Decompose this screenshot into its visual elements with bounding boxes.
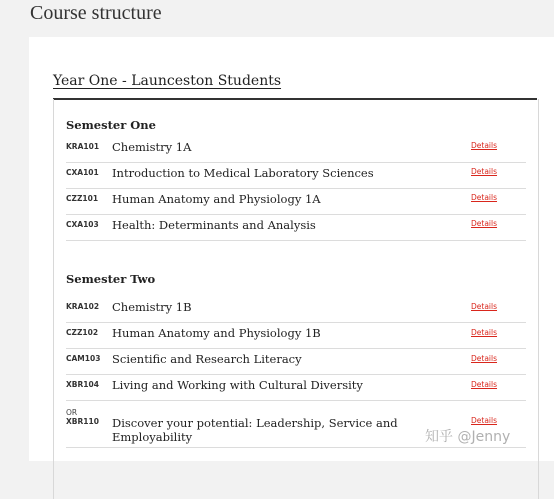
semester-two-title: Semester Two bbox=[66, 272, 156, 286]
unit-row bbox=[66, 137, 526, 163]
details-link[interactable]: Details bbox=[471, 302, 498, 311]
unit-name: Discover your potential: Leadership, Service and Employability bbox=[112, 416, 398, 444]
unit-name: Scientific and Research Literacy bbox=[112, 352, 302, 366]
unit-name: Living and Working with Cultural Diversity bbox=[112, 378, 363, 392]
unit-row bbox=[66, 215, 526, 241]
unit-code: KRA102 bbox=[66, 302, 100, 311]
details-link[interactable]: Details bbox=[471, 219, 498, 228]
unit-name: Human Anatomy and Physiology 1A bbox=[112, 192, 321, 206]
unit-row bbox=[66, 375, 526, 401]
unit-row bbox=[66, 163, 526, 189]
details-link[interactable]: Details bbox=[471, 141, 498, 150]
unit-row bbox=[66, 323, 526, 349]
details-link[interactable]: Details bbox=[471, 193, 498, 202]
unit-row bbox=[66, 349, 526, 375]
semester-one-title: Semester One bbox=[66, 118, 156, 132]
details-link[interactable]: Details bbox=[471, 167, 498, 176]
details-link[interactable]: Details bbox=[471, 416, 498, 425]
unit-row bbox=[66, 189, 526, 215]
unit-name: Chemistry 1B bbox=[112, 300, 192, 314]
unit-name: Human Anatomy and Physiology 1B bbox=[112, 326, 321, 340]
unit-row bbox=[66, 297, 526, 323]
page-title: Course structure bbox=[30, 2, 162, 24]
unit-name: Chemistry 1A bbox=[112, 140, 192, 154]
or-label: OR bbox=[66, 408, 78, 417]
unit-code: KRA101 bbox=[66, 142, 100, 151]
details-link[interactable]: Details bbox=[471, 328, 498, 337]
details-link[interactable]: Details bbox=[471, 354, 498, 363]
course-panel bbox=[29, 37, 554, 461]
unit-name: Introduction to Medical Laboratory Sciences bbox=[112, 166, 374, 180]
unit-name: Health: Determinants and Analysis bbox=[112, 218, 316, 232]
unit-code: CXA103 bbox=[66, 220, 99, 229]
details-link[interactable]: Details bbox=[471, 380, 498, 389]
unit-code: CZZ101 bbox=[66, 194, 99, 203]
watermark: 知乎 @Jenny bbox=[425, 429, 511, 445]
unit-code: CZZ102 bbox=[66, 328, 99, 337]
unit-code: XBR110 bbox=[66, 417, 99, 426]
unit-code: CXA101 bbox=[66, 168, 99, 177]
unit-code: XBR104 bbox=[66, 380, 99, 389]
year-one-heading[interactable]: Year One - Launceston Students bbox=[53, 73, 282, 89]
unit-code: CAM103 bbox=[66, 354, 101, 363]
